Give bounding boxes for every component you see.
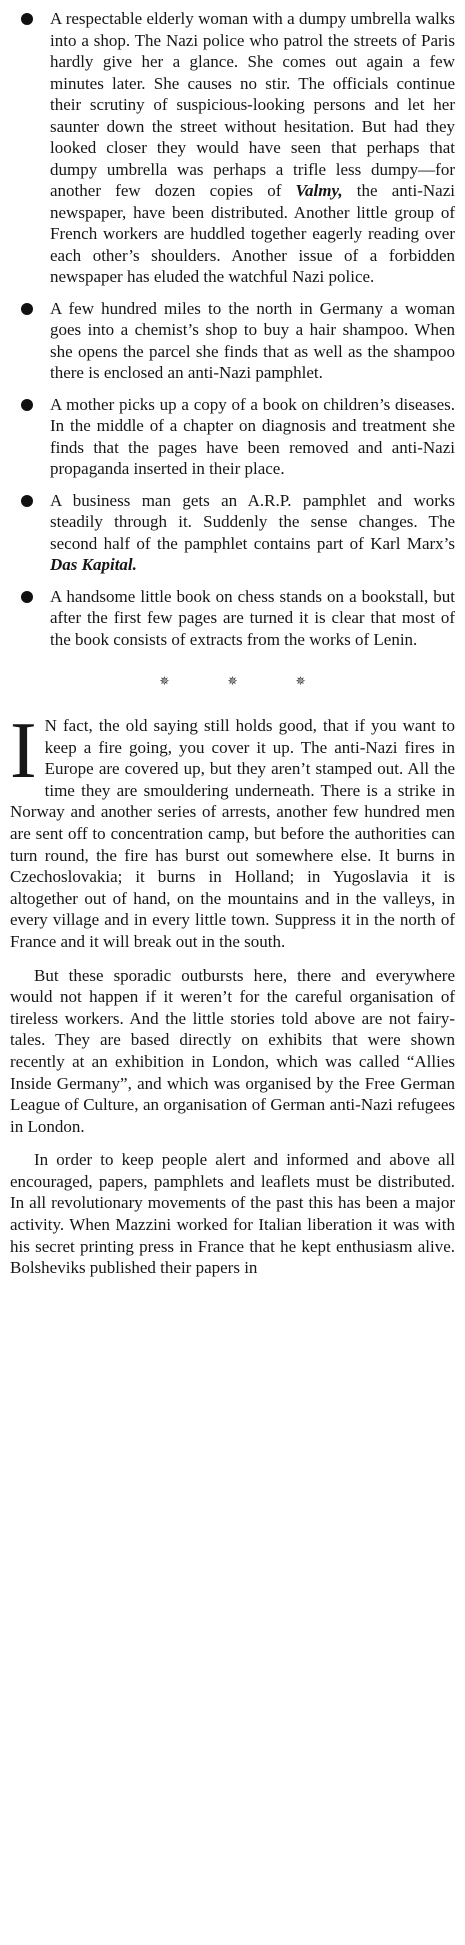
list-item — [10, 8, 455, 288]
bullet-paragraph: A respectable elderly woman with a dumpy umbrella walks into a shop. The Nazi police who patrol the streets of Paris hardly give her a glance. She comes out again a few minutes later. She causes no stir. The officials continue their scrutiny of suspicious-looking persons and let her saunter down the street without hesitation. But had they looked closer they would have seen that perhaps that dumpy umbrella was perhaps a trifle less dumpy—for another few dozen copies of Valmy, the anti-Nazi newspaper, have been distributed. Another little group of French workers are huddled together eagerly reading over each other’s shoulders. Another issue of a forbidden newspaper has eluded the watchful Nazi police. — [50, 9, 455, 286]
article-paragraph: In order to keep people alert and informed and above all encouraged, papers, pamphlets and leaflets must be distributed. In all revolutionary movements of the past this has been a major activity. When Mazzini worked for Italian liberation it was with his secret printing press in France that he kept enthusiasm alive. Bolsheviks published their papers in — [10, 1150, 455, 1278]
list-item — [10, 586, 455, 651]
bullet-icon — [21, 495, 33, 507]
bullet-paragraph: A business man gets an A.R.P. pamphlet and works steadily through it. Suddenly the sense changes. The second half of the pamphlet contains part of Karl Marx’s Das Kapital. — [50, 490, 455, 574]
bullet-list — [10, 8, 455, 650]
article-paragraph: I N fact, the old saying still holds good, that if you want to keep a fire going, you cover it up. The anti-Nazi fires in Europe are covered up, but they aren’t stamped out. All the time they are smouldering underneath. There is a strike in Norway and another series of arrests, another few hundred men are sent off to concentration camp, but before the authorities can turn round, the fire has burst out somewhere else. It burns in Czechoslovakia; it burns in Holland; in Yugoslavia it is altogether out of hand, on the mountains and in the valleys, in every village and in every little town. Suppress it in the north of France and it will break out in the south. — [10, 707, 455, 951]
bullet-paragraph: A mother picks up a copy of a book on children’s diseases. In the middle of a chapter on diagnosis and treatment she finds that the pages have been removed and anti-Nazi propaganda inserted in their place. — [50, 394, 455, 478]
section-divider — [10, 674, 455, 689]
article-body — [10, 707, 455, 1279]
book-title: Das Kapital. — [50, 555, 137, 574]
list-item — [10, 394, 455, 480]
article-paragraph: But these sporadic outbursts here, there and everywhere would not happen if it weren’t for the careful organisation of tireless workers. And the little stories told above are not fairy-tales. They are based directly on exhibits that were shown recently at an exhibition in London, which was called “Allies Inside Germany”, and which was organised by the Free German League of Culture, an organisation of German anti-Nazi refugees in London. — [10, 965, 455, 1136]
bullet-paragraph: A few hundred miles to the north in Germany a woman goes into a chemist’s shop to buy a hair shampoo. When she opens the parcel she finds that as well as the shampoo there is enclosed an anti-Nazi pamphlet. — [50, 298, 455, 382]
bullet-icon — [21, 13, 33, 25]
list-item — [10, 490, 455, 576]
bullet-icon — [21, 591, 33, 603]
bullet-icon — [21, 303, 33, 315]
list-item — [10, 298, 455, 384]
bullet-icon — [21, 399, 33, 411]
newspaper-title: Valmy, — [295, 181, 343, 200]
bullet-paragraph: A handsome little book on chess stands on a bookstall, but after the first few pages are turned it is clear that most of the book consists of extracts from the works of Lenin. — [50, 586, 455, 649]
asterism-icon: ✵ — [227, 674, 238, 688]
asterism-icon: ✵ — [159, 674, 170, 688]
asterism-icon: ✵ — [295, 674, 306, 688]
drop-cap: I — [10, 707, 37, 795]
